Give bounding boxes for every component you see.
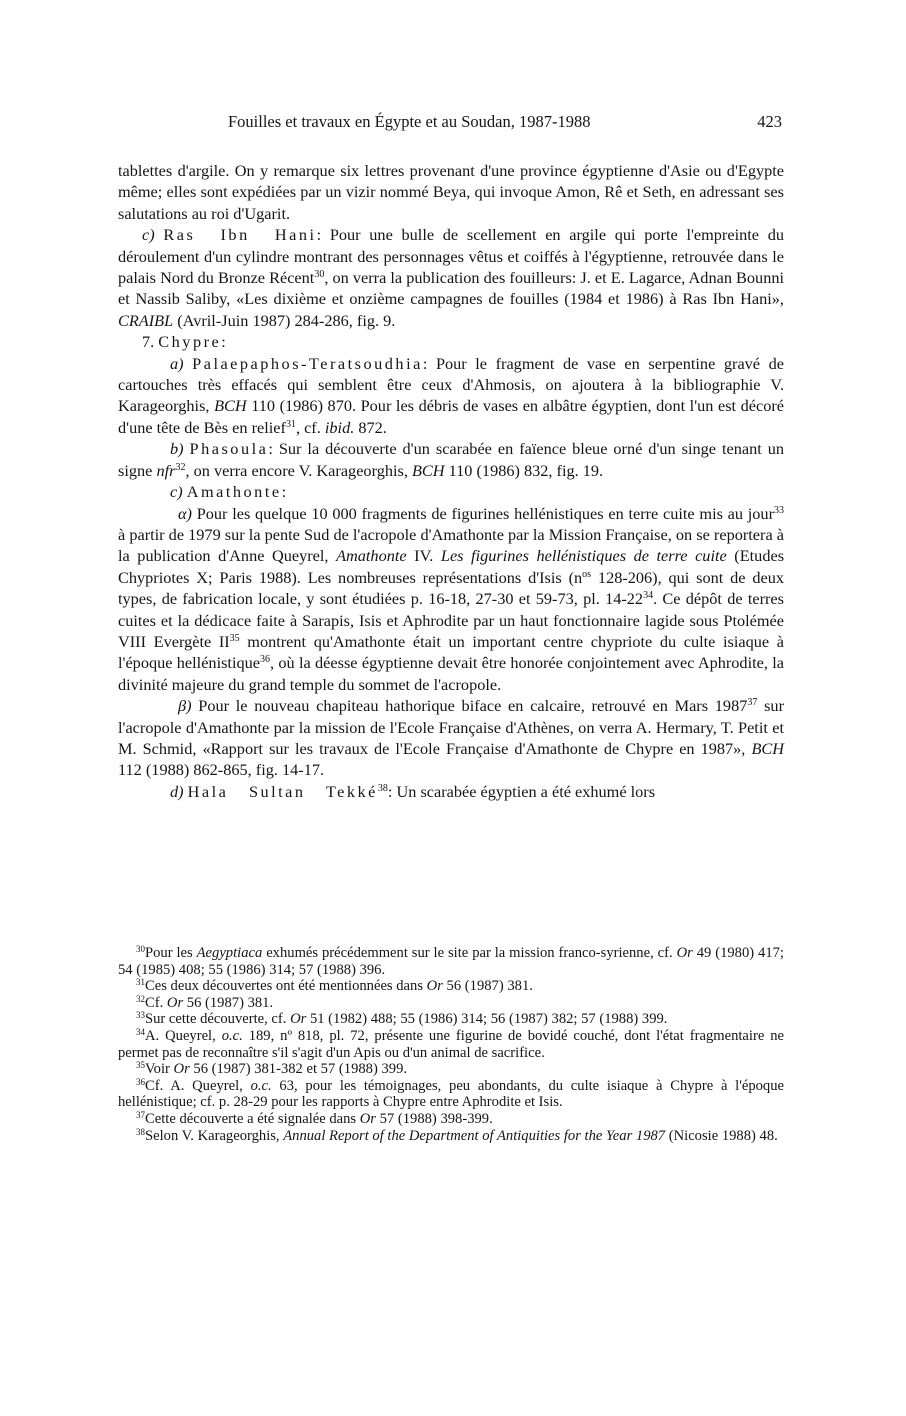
- site-name: Palaepaphos-Teratsoudhia: [192, 353, 423, 373]
- footnote-number: 37: [136, 1109, 145, 1120]
- footnote-ref: 35: [229, 632, 240, 644]
- subheading-amathonte: c) Amathonte:: [170, 482, 287, 502]
- footnote-number: 35: [136, 1060, 145, 1071]
- section-heading-chypre: 7. Chypre:: [142, 332, 229, 352]
- site-name: Amathonte: [186, 482, 282, 502]
- site-name: Phasoula: [189, 439, 269, 459]
- paragraph-hala-sultan-tekke: d) Hala Sultan Tekké$^{38}$: Un scarabée égyptien a été exhumé lors: [170, 781, 656, 801]
- running-header: [118, 112, 784, 136]
- page-number: 423: [757, 112, 782, 131]
- footnote-number: 30: [136, 944, 145, 954]
- footnote: $^{34}$A. Queyrel, o.c. 189, nº 818, pl. 72, présente une figurine de bovidé couché, dont l'état fragmentaire ne permet pas de reconnaître s'il s'agit d'un Apis ou d'un animal de sacrifice.: [118, 1026, 784, 1061]
- footnote-ref: 32: [175, 461, 186, 473]
- footnote-ref: 37: [747, 697, 758, 709]
- paragraph-continuation: tablettes d'argile. On y remarque six lettres provenant d'une province égyptienne d'Asie ou d'Egypte même; elles sont expédiées par un vizir nommé Beya, qui invoque Amon, Rê et Seth, en adressant ses salutations au roi d'Ugarit.: [118, 161, 784, 223]
- footnote-ref: 30: [314, 269, 325, 281]
- footnote-ref: 34: [643, 590, 654, 602]
- section-title: Chypre:: [158, 332, 229, 352]
- footnotes: [118, 945, 784, 1144]
- body-text: [118, 160, 784, 802]
- paragraph-phasoula: b) Phasoula: Sur la découverte d'un scarabée en faïence bleue orné d'un singe tenant un signe nfr$^{32}$, on verra encore V. Karageorghis, BCH 110 (1986) 832, fig. 19.: [118, 439, 785, 480]
- footnote-number: 31: [136, 977, 145, 988]
- footnote-ref: 31: [285, 418, 296, 430]
- paragraph-amathonte-beta: β) Pour le nouveau chapiteau hathorique biface en calcaire, retrouvé en Mars 1987$^{37}$ sur l'acropole d'Amathonte par la mission de l'Ecole Française d'Athènes, on verra A. Hermary, T. Petit et M. Schmid, «Rapport sur les travaux de l'Ecole Française d'Amathonte de Chypre en 1987», BCH 112 (1988) 862-865, fig. 14-17.: [118, 696, 784, 780]
- footnote: $^{32}$Cf. Or 56 (1987) 381.: [136, 993, 274, 1011]
- site-name: Hala Sultan Tekké: [187, 781, 378, 801]
- footnote-number: 38: [136, 1126, 145, 1137]
- paragraph-ras-ibn-hani: c) Ras Ibn Hani: Pour une bulle de scellement en argile qui porte l'empreinte du déroulement d'un cylindre montrant des personnages vêtus et coiffés à l'égyptienne, retrouvée dans le palais Nord du Bronze Récent$^{30}$, on verra la publication des fouilleurs: J. et E. Lagarce, Adnan Bounni et Nassib Saliby, «Les dixième et onzième campagnes de fouilles (1984 et 1986) à Ras Ibn Hani», CRAIBL (Avril-Juin 1987) 284-286, fig. 9.: [118, 225, 784, 330]
- footnote-ref: 36: [259, 654, 270, 666]
- footnote-ref: 38: [377, 782, 388, 794]
- footnote: $^{35}$Voir Or 56 (1987) 381-382 et 57 (1988) 399.: [136, 1060, 408, 1078]
- footnote: $^{36}$Cf. A. Queyrel, o.c. 63, pour les témoignages, peu abondants, du culte isiaque à Chypre à l'époque hellénistique; cf. p. 28-29 pour les rapports à Chypre entre Aphrodite et Isis.: [118, 1076, 785, 1111]
- footnote: $^{31}$Ces deux découvertes ont été mentionnées dans Or 56 (1987) 381.: [136, 977, 533, 995]
- footnote-number: 36: [136, 1076, 145, 1087]
- footnote-number: 33: [136, 1010, 145, 1021]
- site-name: Ras Ibn Hani: [163, 225, 317, 245]
- footnote-ref: 33: [774, 504, 784, 516]
- footnote-number: 32: [136, 993, 145, 1004]
- footnote: $^{30}$Pour les Aegyptiaca exhumés précédemment sur le site par la mission franco-syrienne, cf. Or 49 (1980) 417; 54 (1985) 408; 55 (1986) 314; 57 (1988) 396.: [118, 944, 784, 978]
- footnote: $^{37}$Cette découverte a été signalée dans Or 57 (1988) 398-399.: [136, 1109, 493, 1127]
- page: [118, 112, 784, 802]
- footnote: $^{38}$Selon V. Karageorghis, Annual Report of the Department of Antiquities for the Year 1987 (Nicosie 1988) 48.: [136, 1126, 778, 1144]
- footnote-number: 34: [136, 1026, 145, 1037]
- paragraph-amathonte-alpha: α) Pour les quelque 10 000 fragments de figurines hellénistiques en terre cuite mis au jour$^{33}$ à partir de 1979 sur la pente Sud de l'acropole d'Amathonte par la Mission Française, on se reportera à la publication d'Anne Queyrel, Amathonte IV. Les figurines hellénistiques de terre cuite (Etudes Chypriotes X; Paris 1988). Les nombreuses représentations d'Isis ($n^{os}$ 128-206), qui sont de deux types, de fabrication locale, y sont étudiées p. 16-18, 27-30 et 59-73, pl. $14-22^{34}$. Ce dépôt de terres cuites et la dédicace faite à Sarapis, Isis et Aphrodite par un haut fonctionnaire lagide sous Ptolémée VIII Evergète II$^{35}$ montrent qu'Amathonte était un important centre chypriote du culte isiaque à l'époque hellénistique$^{36}$, où la déesse égyptienne devait être honorée conjointement avec Aphrodite, la divinité majeure du grand temple du sommet de l'acropole.: [118, 503, 785, 694]
- footnote: $^{33}$Sur cette découverte, cf. Or 51 (1982) 488; 55 (1986) 314; 56 (1987) 382; 57 (1988) 399.: [136, 1010, 668, 1028]
- header-title: Fouilles et travaux en Égypte et au Soudan, 1987-1988: [228, 112, 591, 131]
- paragraph-palaepaphos: a) Palaepaphos-Teratsoudhia: Pour le fragment de vase en serpentine gravé de cartouches très effacés qui semblent être ceux d'Ahmosis, on ajoutera à la bibliographie V. Karageorghis, BCH 110 (1986) 870. Pour les débris de vases en albâtre égyptien, dont l'un est décoré d'une tête de Bès en relief$^{31}$, cf. ibid. 872.: [118, 353, 785, 437]
